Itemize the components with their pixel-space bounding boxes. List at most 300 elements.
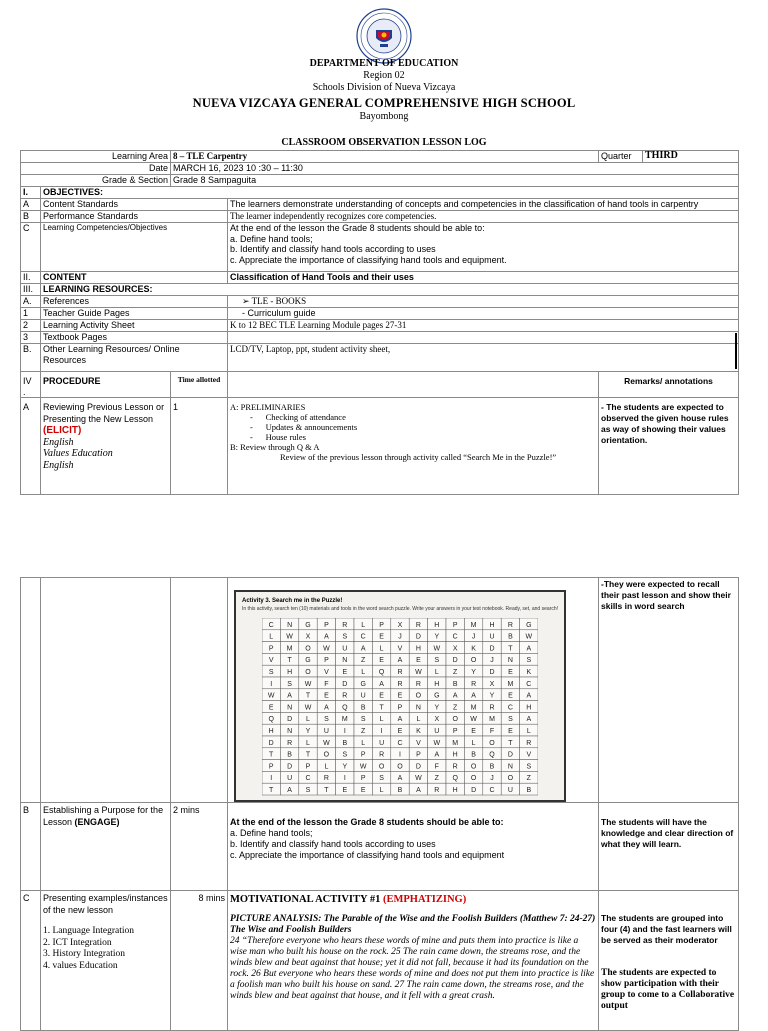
puzzle-letter: W bbox=[323, 645, 330, 653]
puzzle-letter: O bbox=[470, 657, 477, 665]
puzzle-letter: A bbox=[397, 716, 403, 724]
step-a-integration: English bbox=[43, 436, 74, 448]
puzzle-letter: S bbox=[287, 680, 292, 688]
date-row bbox=[21, 163, 739, 175]
review-text: Review of the previous lesson through activity called “Search Me in the Puzzle!” bbox=[280, 452, 557, 462]
puzzle-letter: A bbox=[416, 787, 421, 794]
puzzle-letter: N bbox=[342, 657, 348, 665]
puzzle-letter: U bbox=[434, 728, 440, 735]
puzzle-letter: U bbox=[360, 692, 366, 700]
learning-area-value: 8 – TLE Carpentry bbox=[171, 151, 599, 163]
puzzle-letter: W bbox=[415, 669, 422, 676]
quarter-value: THIRD bbox=[643, 151, 739, 163]
motivational-activity-tag: (EMPHATIZING) bbox=[382, 894, 467, 905]
procedure-num-text: IV bbox=[23, 376, 32, 386]
puzzle-letter: T bbox=[269, 787, 274, 794]
puzzle-letter: S bbox=[305, 787, 311, 794]
puzzle-letter: B bbox=[342, 739, 348, 747]
time-allotted-header: Time allotted bbox=[171, 372, 228, 398]
preliminaries-title: A: PRELIMINARIES bbox=[230, 402, 306, 412]
activity-sheet-num: 2 bbox=[21, 320, 41, 332]
puzzle-letter: R bbox=[489, 704, 495, 712]
puzzle-letter: G bbox=[305, 657, 311, 665]
puzzle-letter: D bbox=[287, 763, 293, 771]
parable-passage: 24 “Therefore everyone who hears these words of mine and puts them into practice is like a wise man who built his house on the rock. 25 The rain came down, the streams rose, and the winds blew and beat against that house; yet it did not fall, because it had its foundation on the rock. 26 But everyone who hears these words of mine and does not put them into practice is like a foolish man who built his house on sand. 27 The rain came down, the streams rose, and the winds blew and beat against that house, and it fell with a great crash. bbox=[230, 936, 595, 1001]
resources-num: III. bbox=[21, 284, 41, 296]
puzzle-letter: M bbox=[341, 716, 348, 724]
step-b-time: 2 mins bbox=[171, 803, 228, 891]
puzzle-letter: T bbox=[508, 739, 513, 747]
puzzle-letter: V bbox=[324, 669, 329, 676]
puzzle-letter: S bbox=[526, 763, 532, 771]
puzzle-letter: P bbox=[268, 763, 274, 771]
procedure-num bbox=[21, 372, 41, 398]
puzzle-letter: S bbox=[342, 633, 348, 641]
puzzle-letter: P bbox=[324, 621, 329, 629]
form-title: CLASSROOM OBSERVATION LESSON LOG bbox=[281, 137, 487, 148]
teacher-guide-text: - Curriculum guide bbox=[228, 308, 739, 320]
puzzle-letter: C bbox=[489, 787, 495, 794]
puzzle-letter: O bbox=[378, 763, 385, 771]
puzzle-letter: Y bbox=[434, 704, 440, 712]
competencies-line: b. Identify and classify hand tools according to uses bbox=[230, 244, 436, 254]
puzzle-title: Activity 3. Search me in the Puzzle! bbox=[242, 598, 343, 604]
puzzle-letter: R bbox=[342, 621, 348, 629]
puzzle-letter: J bbox=[490, 775, 494, 783]
puzzle-letter: Z bbox=[361, 657, 366, 665]
puzzle-letter: W bbox=[323, 739, 330, 747]
puzzle-cell bbox=[228, 578, 599, 803]
puzzle-letter: E bbox=[379, 692, 384, 700]
puzzle-letter: I bbox=[399, 751, 401, 759]
teacher-guide-row bbox=[21, 308, 739, 320]
teacher-guide-num: 1 bbox=[21, 308, 41, 320]
grade-label: Grade & Section bbox=[21, 175, 171, 187]
activity-sheet-text: K to 12 BEC TLE Learning Module pages 27-31 bbox=[228, 320, 739, 332]
puzzle-letter: D bbox=[415, 633, 421, 641]
resources-heading: LEARNING RESOURCES: bbox=[41, 284, 739, 296]
department-title: DEPARTMENT OF EDUCATION bbox=[309, 58, 459, 69]
step-c-time: 8 mins bbox=[171, 891, 228, 1031]
puzzle-letter: H bbox=[526, 704, 532, 712]
puzzle-letter: O bbox=[489, 739, 495, 747]
puzzle-letter: L bbox=[361, 739, 366, 747]
puzzle-letter: E bbox=[508, 669, 513, 676]
content-num: II. bbox=[21, 272, 41, 284]
preliminaries-item: - Updates & announcements bbox=[250, 422, 358, 432]
puzzle-letter: D bbox=[471, 787, 477, 794]
puzzle-letter: T bbox=[508, 645, 513, 653]
puzzle-letter: X bbox=[452, 645, 458, 653]
puzzle-letter: O bbox=[470, 763, 477, 771]
step-c-row bbox=[21, 891, 739, 1031]
puzzle-instructions: In this activity, search ten (10) materials and tools in the word search puzzle. Write your answers in your test notebook. Ready, set, and search! bbox=[242, 606, 558, 612]
puzzle-letter: P bbox=[324, 657, 329, 665]
puzzle-letter: Q bbox=[378, 669, 385, 676]
quarter-label: Quarter bbox=[599, 151, 643, 163]
puzzle-letter: T bbox=[305, 692, 311, 700]
puzzle-letter: L bbox=[379, 787, 384, 794]
puzzle-letter: T bbox=[287, 657, 292, 665]
preliminaries-item: - House rules bbox=[250, 432, 306, 442]
puzzle-letter: E bbox=[379, 657, 384, 665]
puzzle-letter: L bbox=[306, 739, 310, 747]
step-b-line: a. Define hand tools; bbox=[230, 828, 313, 838]
content-row bbox=[21, 272, 739, 284]
puzzle-letter: J bbox=[398, 633, 402, 641]
puzzle-letter: E bbox=[508, 692, 513, 700]
review-title: B: Review through Q & A bbox=[230, 442, 320, 452]
puzzle-letter: H bbox=[287, 669, 293, 676]
puzzle-letter: F bbox=[489, 728, 495, 735]
puzzle-letter: L bbox=[379, 716, 384, 724]
step-b-line: c. Appreciate the importance of classifying hand tools and equipment bbox=[230, 850, 505, 860]
puzzle-letter: H bbox=[452, 751, 458, 759]
date-value: MARCH 16, 2023 10 :30 – 11:30 bbox=[171, 163, 739, 175]
puzzle-letter: R bbox=[415, 680, 421, 688]
puzzle-letter: H bbox=[452, 787, 458, 794]
step-c-integration: 4. values Education bbox=[43, 960, 118, 971]
resources-row bbox=[21, 284, 739, 296]
puzzle-letter: Q bbox=[489, 751, 495, 759]
puzzle-letter: P bbox=[452, 728, 458, 735]
puzzle-letter: W bbox=[304, 680, 312, 688]
step-b-tag: (ENGAGE) bbox=[74, 816, 120, 827]
step-c-letter: C bbox=[21, 891, 41, 1031]
puzzle-letter: B bbox=[471, 751, 476, 759]
puzzle-letter: X bbox=[489, 680, 495, 688]
puzzle-letter: Q bbox=[452, 775, 458, 783]
puzzle-letter: B bbox=[360, 704, 366, 712]
puzzle-letter: R bbox=[415, 621, 421, 629]
puzzle-letter: E bbox=[342, 787, 348, 794]
step-c-remarks bbox=[599, 891, 739, 1031]
puzzle-letter: Y bbox=[489, 692, 495, 700]
puzzle-letter: W bbox=[433, 739, 441, 747]
puzzle-letter: L bbox=[379, 645, 384, 653]
performance-standards-label: Performance Standards bbox=[41, 211, 228, 223]
competencies-label: Learning Competencies/Objectives bbox=[41, 223, 228, 272]
puzzle-letter: Z bbox=[453, 669, 458, 676]
puzzle-letter: R bbox=[342, 692, 348, 700]
performance-standards-row bbox=[21, 211, 739, 223]
puzzle-letter: O bbox=[470, 775, 477, 783]
textbook-num: 3 bbox=[21, 332, 41, 344]
puzzle-letter: C bbox=[507, 704, 513, 712]
puzzle-letter: R bbox=[397, 680, 403, 688]
step-c-integration: 3. History Integration bbox=[43, 949, 126, 959]
puzzle-letter: Q bbox=[342, 704, 348, 712]
puzzle-letter: T bbox=[305, 751, 311, 759]
deped-seal-logo bbox=[356, 8, 412, 64]
competencies-letter: C bbox=[21, 223, 41, 272]
puzzle-letter: D bbox=[415, 763, 421, 771]
puzzle-letter: N bbox=[415, 704, 421, 712]
puzzle-letter: E bbox=[471, 728, 476, 735]
content-standards-letter: A bbox=[21, 199, 41, 211]
puzzle-letter: H bbox=[415, 645, 421, 653]
puzzle-letter: P bbox=[305, 763, 311, 771]
puzzle-letter: W bbox=[304, 704, 312, 712]
step-a-row bbox=[21, 398, 739, 495]
puzzle-letter: R bbox=[434, 787, 440, 794]
puzzle-letter: C bbox=[397, 739, 403, 747]
town-label: Bayombong bbox=[359, 111, 409, 122]
competencies-line: c. Appreciate the importance of classifying hand tools and equipment. bbox=[230, 254, 507, 265]
step-a-integration: English bbox=[43, 459, 74, 471]
puzzle-letter: E bbox=[360, 787, 366, 794]
puzzle-letter: S bbox=[360, 716, 366, 724]
puzzle-letter: I bbox=[380, 728, 383, 735]
puzzle-letter: D bbox=[342, 680, 348, 688]
puzzle-letter: U bbox=[342, 645, 348, 653]
puzzle-letter: U bbox=[489, 633, 495, 641]
puzzle-letter: A bbox=[471, 692, 476, 700]
references-row bbox=[21, 296, 739, 308]
puzzle-letter: N bbox=[507, 657, 513, 665]
puzzle-letter: D bbox=[268, 739, 274, 747]
puzzle-letter: Y bbox=[342, 763, 348, 771]
puzzle-letter: S bbox=[268, 669, 274, 676]
puzzle-letter: B bbox=[287, 751, 292, 759]
puzzle-letter: W bbox=[415, 775, 422, 783]
puzzle-letter: Y bbox=[305, 728, 311, 735]
puzzle-letter: I bbox=[270, 680, 273, 688]
competencies-line: At the end of the lesson the Grade 8 students should be able to: bbox=[230, 223, 485, 233]
puzzle-letter: S bbox=[434, 657, 440, 665]
puzzle-letter: L bbox=[361, 669, 366, 676]
puzzle-letter: M bbox=[470, 704, 477, 712]
puzzle-letter: I bbox=[343, 728, 346, 735]
step-c-remarks-1: The students are grouped into four (4) and the fast learners will be served as their moderator bbox=[601, 913, 732, 945]
puzzle-letter: R bbox=[287, 739, 293, 747]
other-resources-row bbox=[21, 344, 739, 372]
puzzle-letter: E bbox=[324, 692, 329, 700]
references-label: References bbox=[41, 296, 228, 308]
puzzle-letter: W bbox=[359, 763, 367, 771]
puzzle-letter: V bbox=[416, 739, 421, 747]
puzzle-letter: A bbox=[397, 775, 403, 783]
preliminaries-item-text: Updates & announcements bbox=[265, 422, 358, 432]
puzzle-letter: W bbox=[433, 645, 441, 653]
puzzle-letter: T bbox=[269, 751, 274, 759]
puzzle-letter: V bbox=[268, 657, 274, 665]
puzzle-letter: L bbox=[526, 728, 531, 735]
puzzle-letter: R bbox=[397, 669, 403, 676]
puzzle-letter: W bbox=[286, 633, 293, 641]
teacher-guide-label: Teacher Guide Pages bbox=[41, 308, 228, 320]
step-b-line: At the end of the lesson the Grade 8 students should be able to: bbox=[230, 817, 504, 827]
puzzle-letter: W bbox=[470, 716, 477, 724]
puzzle-letter: S bbox=[526, 657, 532, 665]
competencies-row bbox=[21, 223, 739, 272]
grade-value: Grade 8 Sampaguita bbox=[171, 175, 739, 187]
puzzle-letter: A bbox=[287, 787, 292, 794]
step-a-title: Reviewing Previous Lesson or Presenting the New Lesson bbox=[43, 402, 165, 424]
step-c-remarks-2: The students are expected to show participation with their group to come to a Collaborative output bbox=[601, 968, 735, 1011]
puzzle-letter: Y bbox=[471, 669, 476, 676]
puzzle-letter: L bbox=[324, 763, 329, 771]
puzzle-letter: N bbox=[287, 728, 293, 735]
puzzle-letter: T bbox=[379, 704, 384, 712]
picture-analysis-title: PICTURE ANALYSIS: The Parable of the Wise and the Foolish Builders (Matthew 7: 24-27) The Wise and Foolish Builders bbox=[230, 914, 596, 935]
puzzle-letter: R bbox=[379, 751, 385, 759]
puzzle-letter: L bbox=[306, 716, 310, 724]
puzzle-letter: B bbox=[452, 680, 458, 688]
lesson-log-table bbox=[20, 150, 739, 495]
preliminaries-item: - Checking of attendance bbox=[250, 412, 346, 422]
competencies-line: a. Define hand tools; bbox=[230, 233, 313, 244]
puzzle-letter: D bbox=[489, 645, 495, 653]
puzzle-letter: I bbox=[270, 775, 273, 783]
puzzle-letter: C bbox=[360, 633, 366, 641]
remarks-header: Remarks/ annotations bbox=[599, 372, 739, 398]
puzzle-letter: O bbox=[415, 692, 422, 700]
puzzle-letter: O bbox=[323, 751, 330, 759]
puzzle-letter: A bbox=[360, 645, 366, 653]
puzzle-letter: O bbox=[452, 716, 458, 724]
puzzle-letter: I bbox=[343, 775, 346, 783]
puzzle-letter: P bbox=[416, 751, 421, 759]
puzzle-letter: Z bbox=[526, 775, 531, 783]
step-c-integration: 2. ICT Integration bbox=[43, 937, 112, 948]
puzzle-letter: F bbox=[324, 680, 329, 688]
step-a-letter: A bbox=[21, 398, 41, 495]
procedure-num-dot: . bbox=[23, 386, 26, 397]
division-label: Schools Division of Nueva Vizcaya bbox=[312, 82, 456, 93]
puzzle-letter: R bbox=[526, 739, 532, 747]
objectives-num: I. bbox=[21, 187, 41, 199]
puzzle-letter: L bbox=[434, 669, 439, 676]
puzzle-letter: P bbox=[268, 645, 274, 653]
puzzle-letter: K bbox=[526, 669, 532, 676]
textbook-label: Textbook Pages bbox=[41, 332, 228, 344]
puzzle-letter: X bbox=[397, 621, 403, 629]
puzzle-letter: P bbox=[379, 621, 384, 629]
objectives-row bbox=[21, 187, 739, 199]
puzzle-letter: A bbox=[379, 680, 384, 688]
puzzle-letter: A bbox=[324, 633, 329, 641]
puzzle-letter: B bbox=[489, 763, 495, 771]
puzzle-letter: A bbox=[397, 657, 403, 665]
content-text: Classification of Hand Tools and their uses bbox=[228, 272, 739, 284]
performance-standards-letter: B bbox=[21, 211, 41, 223]
textbook-row bbox=[21, 332, 739, 344]
puzzle-letter: P bbox=[397, 704, 403, 712]
step-a-integration: Values Education bbox=[43, 448, 113, 459]
puzzle-letter: H bbox=[489, 621, 495, 629]
references-letter: A. bbox=[21, 296, 41, 308]
step-a-remarks: - The students are expected to observed the given house rules as way of showing their values orientation. bbox=[599, 398, 739, 495]
puzzle-letter: U bbox=[507, 787, 513, 794]
puzzle-letter: T bbox=[324, 787, 329, 794]
objectives-heading: OBJECTIVES: bbox=[41, 187, 739, 199]
puzzle-letter: Q bbox=[268, 716, 274, 724]
step-b-title: Establishing a Purpose for the Lesson bbox=[43, 805, 164, 827]
puzzle-letter: X bbox=[434, 716, 440, 724]
date-label: Date bbox=[21, 163, 171, 175]
puzzle-letter: W bbox=[525, 633, 533, 641]
puzzle-letter: O bbox=[305, 669, 311, 676]
puzzle-letter: A bbox=[324, 704, 329, 712]
puzzle-letter: Y bbox=[434, 633, 440, 641]
puzzle-letter: C bbox=[305, 775, 311, 783]
activity-sheet-row bbox=[21, 320, 739, 332]
puzzle-letter: A bbox=[434, 751, 440, 759]
step-a-title-cell bbox=[41, 398, 171, 495]
puzzle-letter: S bbox=[379, 775, 384, 783]
puzzle-letter: F bbox=[434, 763, 439, 771]
puzzle-row bbox=[21, 578, 739, 803]
learning-area-label: Learning Area bbox=[21, 151, 171, 163]
puzzle-letter: R bbox=[507, 621, 513, 629]
puzzle-letter: B bbox=[526, 787, 532, 794]
puzzle-letter: V bbox=[526, 751, 532, 759]
step-c-title: Presenting examples/instances of the new lesson bbox=[43, 893, 168, 915]
puzzle-letter: P bbox=[452, 621, 458, 629]
step-a-body bbox=[228, 398, 599, 495]
step-a-time: 1 bbox=[171, 398, 228, 495]
puzzle-letter: A bbox=[526, 645, 532, 653]
margin-bar bbox=[735, 333, 737, 369]
step-b-letter: B bbox=[21, 803, 41, 891]
puzzle-letter: M bbox=[452, 739, 459, 747]
puzzle-letter: G bbox=[305, 621, 311, 629]
puzzle-letter: E bbox=[397, 728, 403, 735]
puzzle-letter: L bbox=[416, 716, 421, 724]
puzzle-letter: P bbox=[360, 775, 366, 783]
step-c-title-cell bbox=[41, 891, 171, 1031]
performance-standards-text: The learner independently recognizes core competencies. bbox=[228, 211, 739, 223]
puzzle-letter: U bbox=[379, 739, 385, 747]
content-standards-text: The learners demonstrate understanding of concepts and competencies in the classification of hand tools in carpentry bbox=[228, 199, 739, 211]
puzzle-letter: H bbox=[434, 680, 440, 688]
word-search-puzzle-image bbox=[234, 590, 566, 802]
puzzle-letter: U bbox=[323, 728, 329, 735]
puzzle-grid bbox=[262, 618, 538, 796]
puzzle-letter: J bbox=[471, 633, 476, 641]
puzzle-letter: E bbox=[508, 728, 513, 735]
puzzle-letter: L bbox=[361, 621, 366, 629]
step-b-line: b. Identify and classify hand tools according to uses bbox=[230, 839, 436, 849]
step-a-remarks-continued: -They were expected to recall their past lesson and show their skills in word search bbox=[599, 578, 739, 803]
step-b-row bbox=[21, 803, 739, 891]
puzzle-letter: D bbox=[287, 716, 293, 724]
step-b-body bbox=[228, 803, 599, 891]
puzzle-letter: S bbox=[342, 751, 348, 759]
puzzle-letter: L bbox=[471, 739, 476, 747]
puzzle-letter: B bbox=[397, 787, 403, 794]
puzzle-letter: G bbox=[434, 692, 440, 700]
competencies-text bbox=[228, 223, 739, 272]
puzzle-letter: G bbox=[526, 621, 532, 629]
puzzle-letter: D bbox=[489, 669, 495, 676]
puzzle-letter: C bbox=[526, 680, 532, 688]
puzzle-letter: O bbox=[507, 775, 514, 783]
content-label: CONTENT bbox=[41, 272, 228, 284]
activity-sheet-label: Learning Activity Sheet bbox=[41, 320, 228, 332]
puzzle-letter: E bbox=[416, 657, 421, 665]
puzzle-letter: U bbox=[287, 775, 293, 783]
puzzle-letter: N bbox=[287, 704, 293, 712]
step-b-title-cell bbox=[41, 803, 171, 891]
puzzle-letter: A bbox=[526, 716, 532, 724]
puzzle-letter: M bbox=[286, 645, 293, 653]
puzzle-letter: R bbox=[452, 763, 458, 771]
puzzle-letter: S bbox=[324, 716, 329, 724]
puzzle-letter: A bbox=[287, 692, 292, 700]
puzzle-letter: B bbox=[508, 633, 513, 641]
